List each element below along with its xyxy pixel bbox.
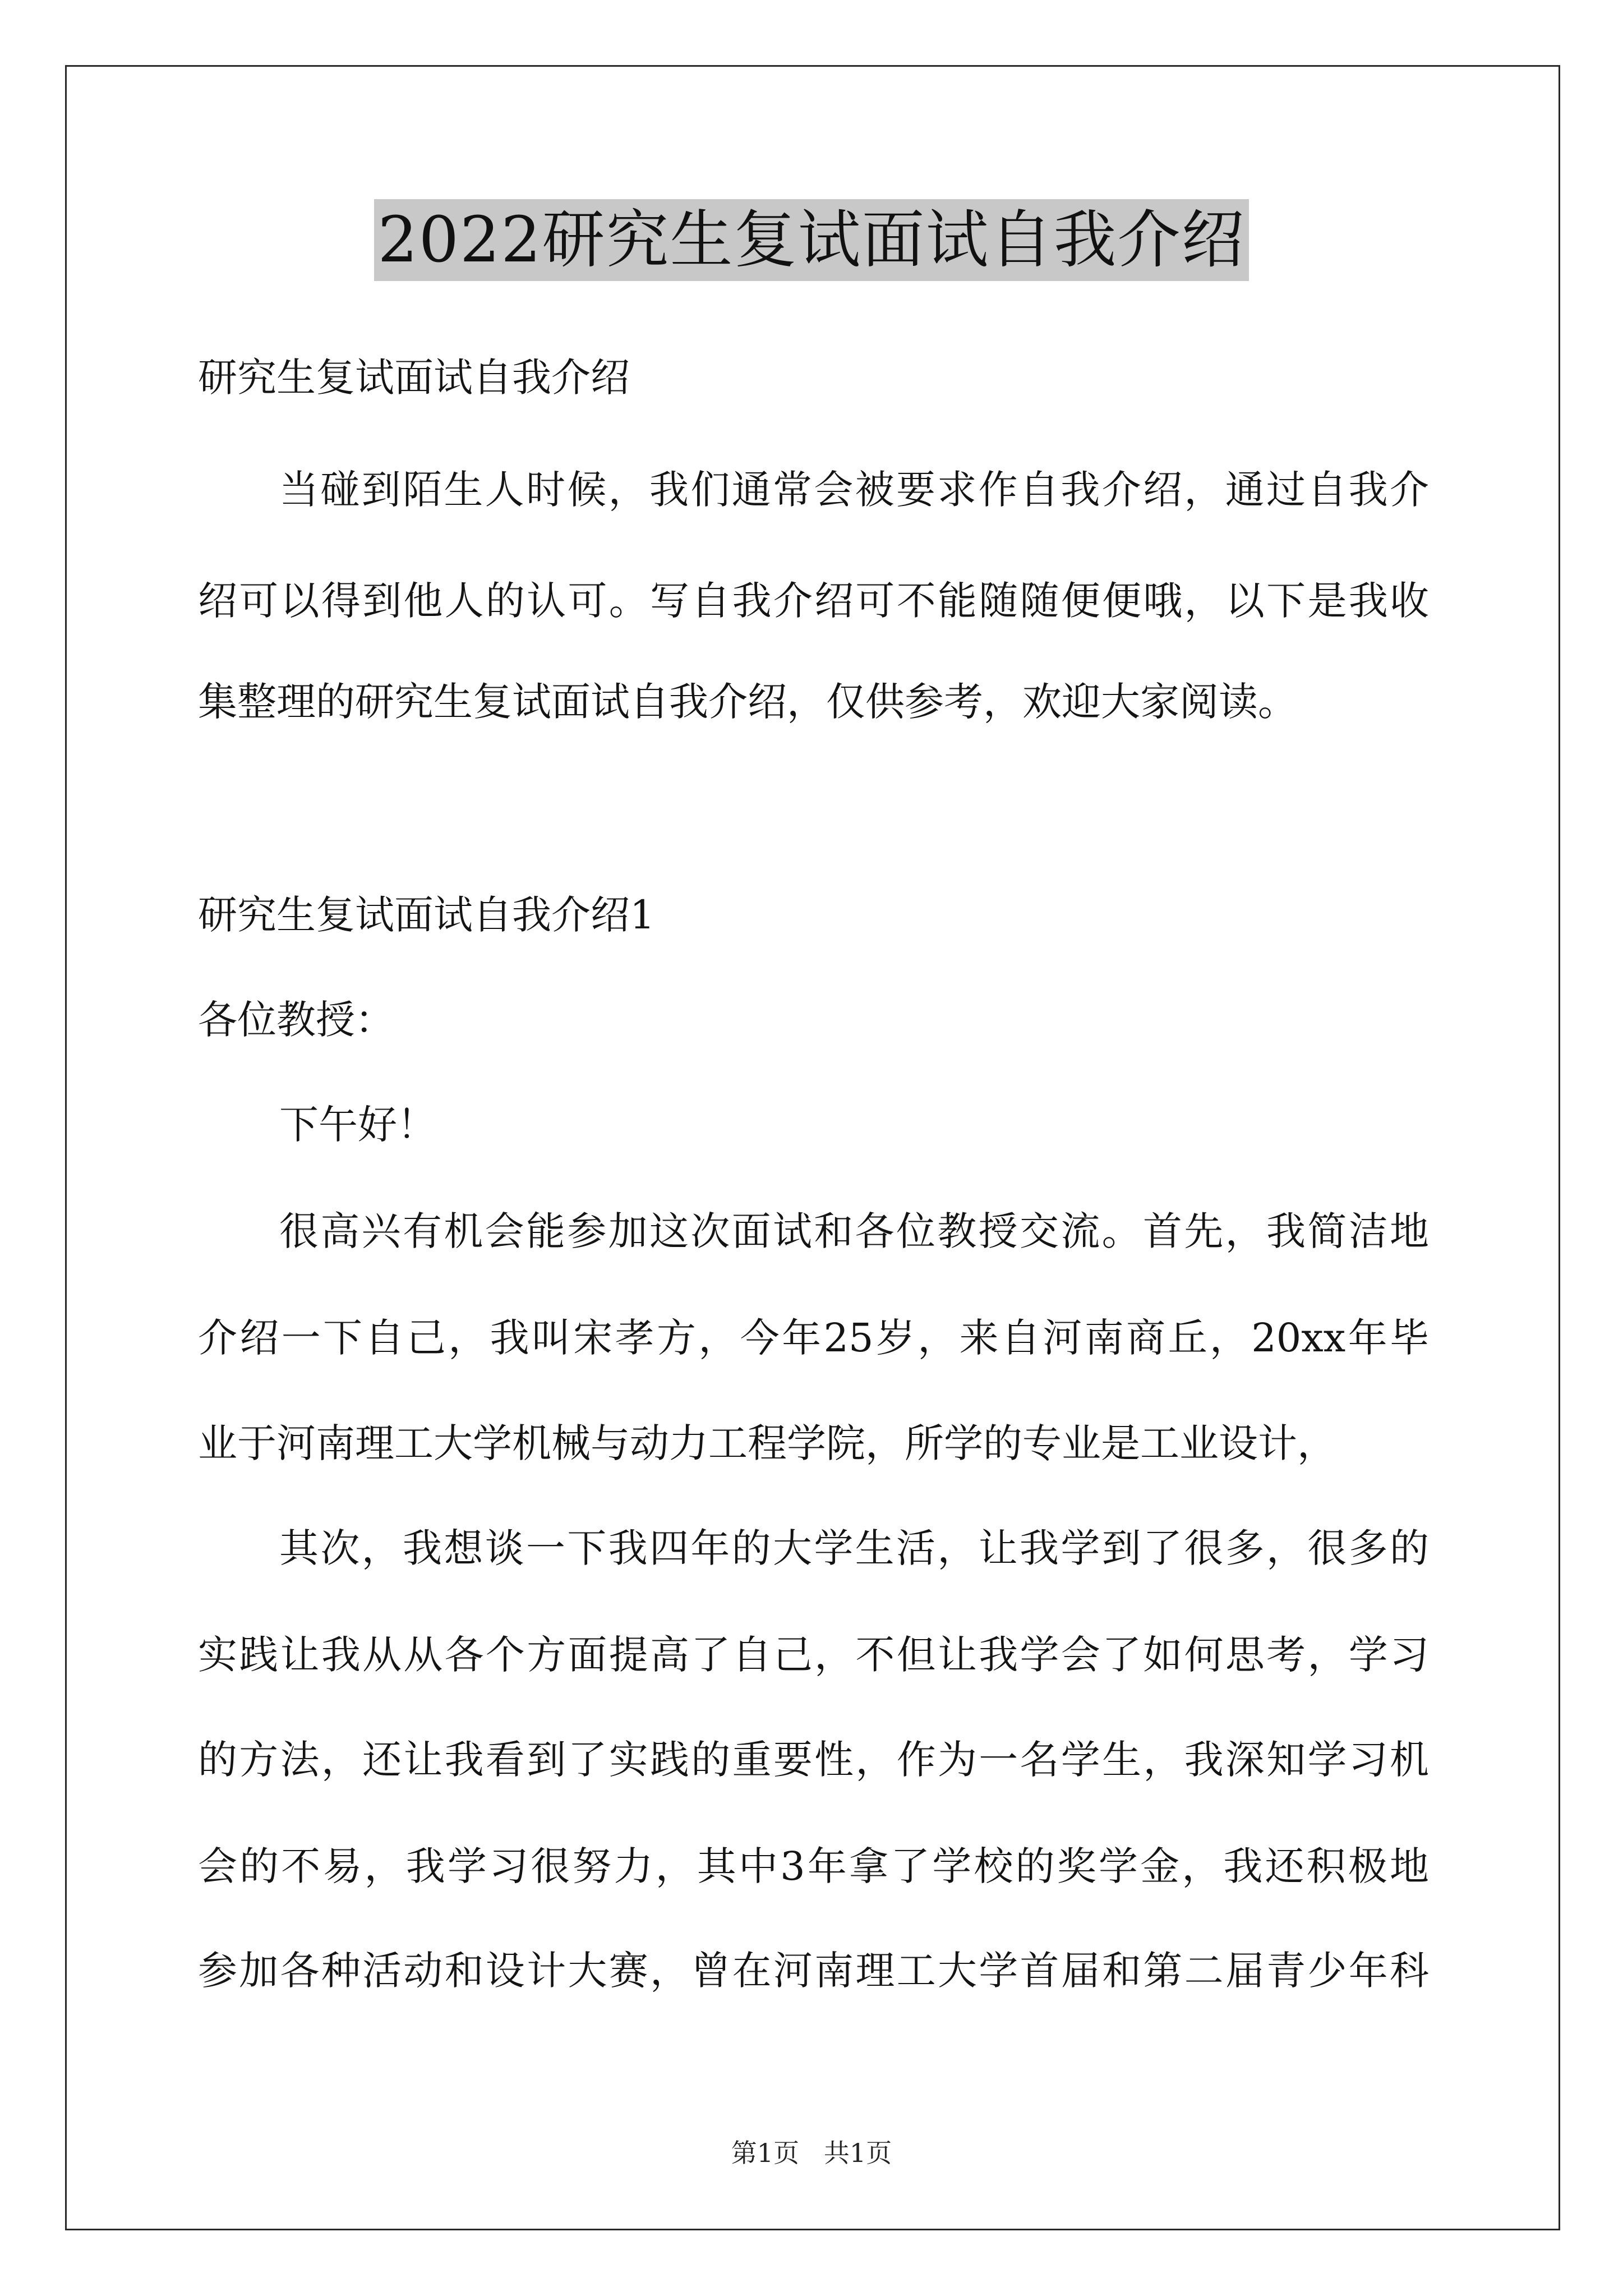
paragraph-line: 集整理的研究生复试面试自我介绍，仅供参考，欢迎大家阅读。 [198, 679, 1297, 725]
document-title: 2022研究生复试面试自我介绍 [374, 199, 1248, 281]
paragraph-line: 很高兴有机会能参加这次面试和各位教授交流。首先，我简洁地 [279, 1208, 1429, 1254]
salutation: 各位教授： [198, 997, 394, 1043]
paragraph-line: 参加各种活动和设计大赛，曾在河南理工大学首届和第二届青少年科 [198, 1948, 1429, 1994]
section-heading: 研究生复试面试自我介绍 [198, 355, 630, 401]
section-heading: 研究生复试面试自我介绍1 [198, 892, 655, 938]
title-container [0, 199, 1623, 281]
paragraph-line: 的方法，还让我看到了实践的重要性，作为一名学生，我深知学习机 [198, 1737, 1429, 1783]
paragraph-line: 绍可以得到他人的认可。写自我介绍可不能随随便便哦，以下是我收 [198, 578, 1429, 624]
paragraph-line: 其次，我想谈一下我四年的大学生活，让我学到了很多，很多的 [279, 1525, 1429, 1571]
paragraph-line: 会的不易，我学习很努力，其中3年拿了学校的奖学金，我还积极地 [198, 1843, 1429, 1889]
paragraph-line: 当碰到陌生人时候，我们通常会被要求作自我介绍，通过自我介 [279, 467, 1429, 513]
paragraph-line: 业于河南理工大学机械与动力工程学院，所学的专业是工业设计， [198, 1420, 1336, 1466]
page-footer: 第1页 共1页 [731, 2138, 892, 2168]
greeting: 下午好！ [279, 1102, 436, 1148]
paragraph-line: 实践让我从从各个方面提高了自己，不但让我学会了如何思考，学习 [198, 1632, 1429, 1678]
paragraph-line: 介绍一下自己，我叫宋孝方，今年25岁，来自河南商丘，20xx年毕 [198, 1315, 1429, 1361]
